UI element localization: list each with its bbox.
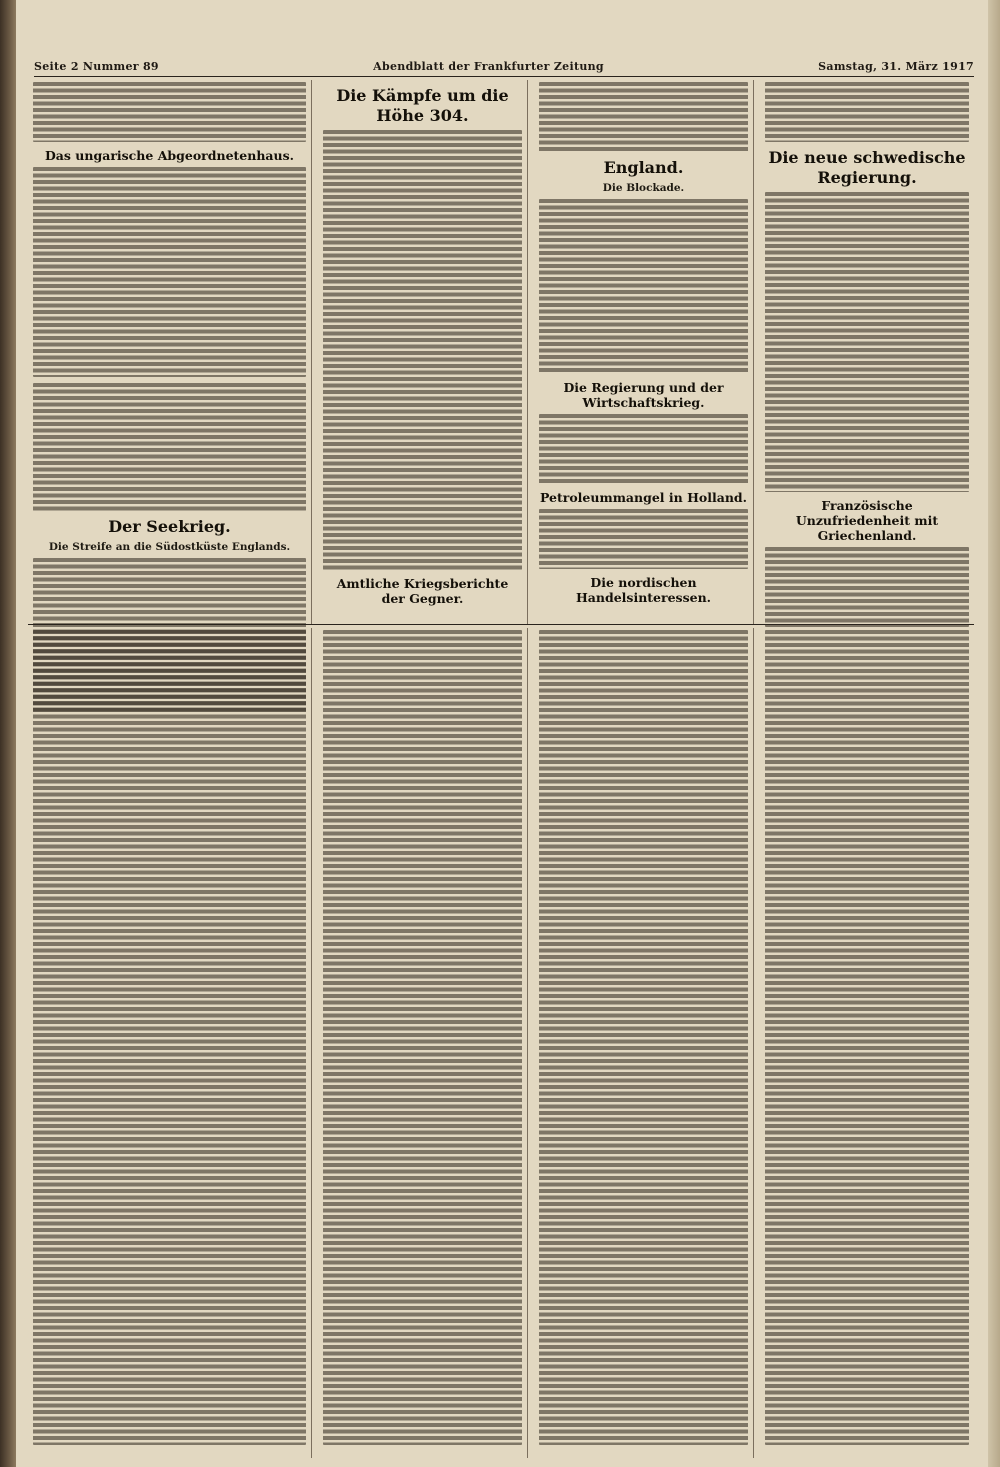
body-text bbox=[765, 192, 969, 492]
facing-page-edge bbox=[988, 0, 1000, 1467]
headline: Die Kämpfe um die Höhe 304. bbox=[336, 86, 509, 125]
body-text bbox=[33, 82, 306, 142]
column-2 bbox=[318, 80, 528, 625]
headline: Die Regierung und der Wirtschaftskrieg. bbox=[563, 380, 724, 410]
body-text bbox=[539, 199, 748, 374]
feuilleton-column-3 bbox=[534, 628, 754, 1458]
column-1 bbox=[28, 80, 312, 625]
headline: England. bbox=[603, 158, 684, 177]
subheadline: Die Streife an die Südostküste Englands. bbox=[48, 541, 291, 553]
body-text bbox=[539, 82, 748, 152]
column-4 bbox=[760, 80, 974, 625]
feuilleton-column-4 bbox=[760, 628, 974, 1458]
body-text bbox=[539, 509, 748, 569]
body-text bbox=[765, 630, 969, 1445]
body-text bbox=[539, 414, 748, 484]
subheadline: Die Blockade. bbox=[602, 182, 685, 194]
body-text bbox=[33, 630, 306, 1445]
feuilleton-column-1 bbox=[28, 628, 312, 1458]
body-text bbox=[765, 82, 969, 142]
headline: Amtliche Kriegsberichte der Gegner. bbox=[336, 576, 509, 606]
headline: Der Seekrieg. bbox=[108, 517, 231, 536]
section-divider bbox=[28, 624, 974, 625]
headline: Die neue schwedische Regierung. bbox=[768, 148, 966, 187]
newspaper-title: Abendblatt der Frankfurter Zeitung bbox=[373, 59, 604, 73]
body-text bbox=[323, 630, 522, 1445]
body-text bbox=[33, 383, 306, 511]
headline: Das ungarische Abgeordnetenhaus. bbox=[44, 148, 295, 163]
body-text bbox=[323, 130, 522, 570]
body-text bbox=[539, 630, 748, 1445]
body-text bbox=[765, 547, 969, 627]
feuilleton-column-2 bbox=[318, 628, 528, 1458]
body-text bbox=[33, 167, 306, 377]
page-number: Seite 2 Nummer 89 bbox=[34, 59, 159, 73]
headline: Petroleummangel in Holland. bbox=[539, 490, 748, 505]
page-binding bbox=[0, 0, 16, 1467]
page-date: Samstag, 31. März 1917 bbox=[818, 59, 974, 73]
page-header bbox=[34, 56, 974, 77]
headline: Französische Unzufriedenheit mit Griechenland. bbox=[795, 498, 939, 543]
column-3 bbox=[534, 80, 754, 625]
headline: Die nordischen Handelsinteressen. bbox=[575, 575, 712, 605]
